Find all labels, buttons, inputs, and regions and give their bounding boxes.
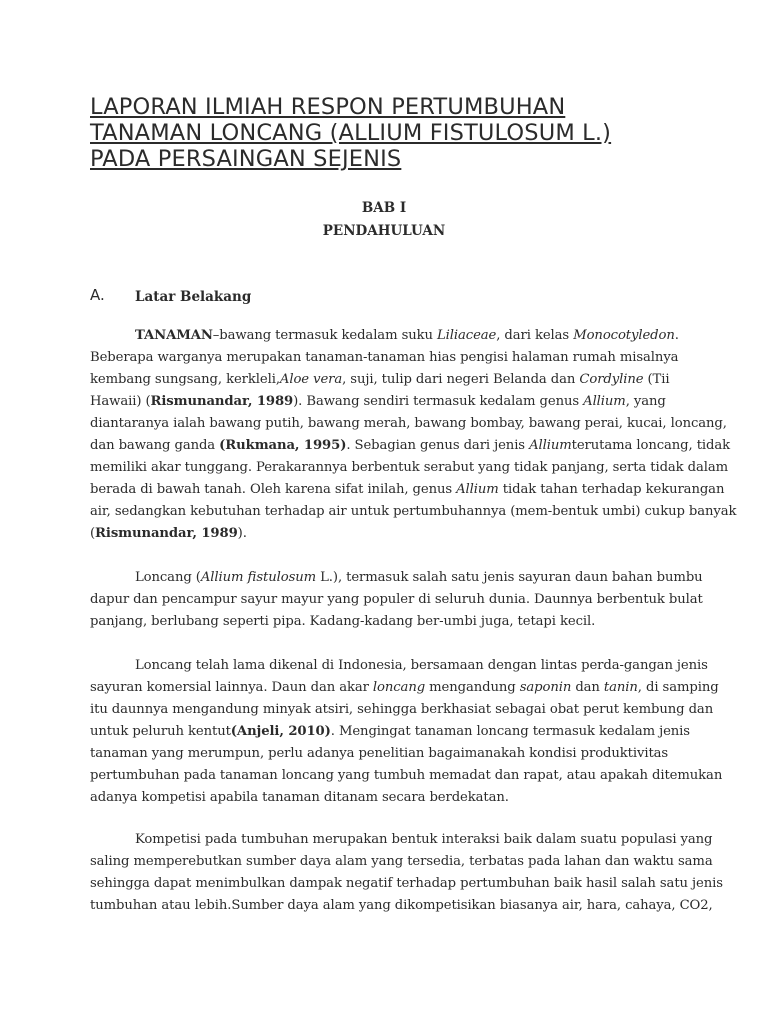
section-marker: A. xyxy=(90,286,105,304)
paragraph-line xyxy=(90,523,682,545)
chapter-title: PENDAHULUAN xyxy=(322,223,446,239)
paragraph-line xyxy=(90,655,708,677)
paragraph-line xyxy=(90,457,729,479)
paragraph-line xyxy=(90,435,731,457)
paragraph-line xyxy=(90,743,682,765)
text-run: pertumbuhan pada tanaman loncang yang tumbuh memadat dan rapat, atau apakah ditemukan xyxy=(90,768,723,783)
text-run: (Tii xyxy=(643,372,670,387)
bold-run: Rismunandar, 1989 xyxy=(95,526,238,541)
text-run: Beberapa warganya merupakan tanaman-tanaman hias pengisi halaman rumah misalnya xyxy=(90,350,679,365)
italic-run: loncang xyxy=(372,680,426,695)
bold-run: Rismunandar, 1989 xyxy=(150,394,294,409)
title-line: LAPORAN ILMIAH RESPON PERTUMBUHAN xyxy=(90,94,566,120)
paragraph-line xyxy=(90,787,682,809)
text-run: , yang xyxy=(625,394,666,409)
italic-run: Allium xyxy=(583,394,626,409)
paragraph-line xyxy=(90,347,682,369)
text-run: tidak tahan terhadap kekurangan xyxy=(498,482,725,497)
paragraph-line xyxy=(90,829,713,851)
text-run: saling memperebutkan sumber daya alam yang tersedia, terbatas pada lahan dan waktu sama xyxy=(90,854,713,869)
text-run: tumbuhan atau lebih.Sumber daya alam yang dikompetisikan biasanya air, hara, cahaya, CO2, xyxy=(90,898,713,913)
text-run: L.), termasuk salah satu jenis sayuran daun bahan bumbu xyxy=(316,570,703,585)
text-run: kembang sungsang, kerkleli, xyxy=(90,372,280,387)
paragraph-line xyxy=(90,567,703,589)
italic-run: Monocotyledon xyxy=(573,328,675,343)
paragraph xyxy=(90,655,723,809)
text-run: Loncang ( xyxy=(135,570,201,585)
chapter-heading: BAB I xyxy=(361,200,407,216)
text-run: dapur dan pencampur sayur mayur yang populer di seluruh dunia. Daunnya berbentuk bulat xyxy=(90,592,703,607)
text-run: ). Bawang sendiri termasuk kedalam genus xyxy=(293,394,584,409)
text-run: air, sedangkan kebutuhan terhadap air untuk pertumbuhannya (mem-bentuk umbi) cukup banyak xyxy=(90,504,737,519)
text-run: memiliki akar tunggang. Perakarannya berbentuk serabut yang tidak panjang, serta tidak dalam xyxy=(90,460,729,475)
text-run: ( xyxy=(90,526,96,541)
paragraph-line xyxy=(90,721,690,743)
title-line: PADA PERSAINGAN SEJENIS xyxy=(90,146,402,172)
text-run: untuk peluruh kentut xyxy=(90,724,231,739)
text-run: . xyxy=(674,328,679,343)
paragraph xyxy=(90,325,737,545)
text-run: diantaranya ialah bawang putih, bawang merah, bawang bombay, bawang perai, kucai, loncang, xyxy=(90,416,727,431)
text-run: tanaman yang merumpun, perlu adanya penelitian bagaimanakah kondisi produktivitas xyxy=(90,746,669,761)
text-run: panjang, berlubang seperti pipa. Kadang-kadang ber-umbi juga, tetapi kecil. xyxy=(90,614,596,629)
italic-run: Allium xyxy=(529,438,572,453)
italic-run: Allium fistulosum xyxy=(200,570,317,585)
text-run: sehingga dapat menimbulkan dampak negatif terhadap pertumbuhan baik hasil salah satu jenis xyxy=(90,876,723,891)
bold-run: (Anjeli, 2010) xyxy=(230,724,331,739)
paragraph-line xyxy=(90,479,725,501)
paragraph-line xyxy=(90,501,737,523)
text-run: Kompetisi pada tumbuhan merupakan bentuk interaksi baik dalam suatu populasi yang xyxy=(135,832,713,847)
paragraph-line xyxy=(90,677,719,699)
paragraph-line xyxy=(90,699,714,721)
italic-run: tanin xyxy=(603,680,638,695)
document-title xyxy=(90,94,710,172)
paragraph-line xyxy=(90,391,682,413)
paragraph xyxy=(90,567,703,633)
paragraph xyxy=(90,829,723,917)
text-run: –bawang termasuk kedalam suku xyxy=(212,328,438,343)
text-run: . Sebagian genus dari jenis xyxy=(346,438,530,453)
text-run: terutama loncang, tidak xyxy=(571,438,731,453)
text-run: ). xyxy=(237,526,247,541)
bold-run: TANAMAN xyxy=(135,328,213,343)
section-title: Latar Belakang xyxy=(135,289,252,305)
paragraph-line xyxy=(90,413,727,435)
paragraph-line xyxy=(90,873,723,895)
text-run: itu daunnya mengandung minyak atsiri, sehingga berkhasiat sebagai obat perut kembung dan xyxy=(90,702,714,717)
text-run: , dari kelas xyxy=(496,328,574,343)
text-run: Hawaii) ( xyxy=(90,394,151,409)
paragraph-line xyxy=(90,369,682,391)
italic-run: Liliaceae xyxy=(437,328,497,343)
bold-run: (Rukmana, 1995) xyxy=(219,438,347,453)
text-run: . Mengingat tanaman loncang termasuk kedalam jenis xyxy=(330,724,690,739)
paragraph-line xyxy=(90,895,713,917)
paragraph-line xyxy=(90,851,713,873)
text-run: dan bawang ganda xyxy=(90,438,220,453)
paragraph-line xyxy=(90,589,703,611)
text-run: berada di bawah tanah. Oleh karena sifat inilah, genus xyxy=(90,482,457,497)
title-line: TANAMAN LONCANG (ALLIUM FISTULOSUM L.) xyxy=(90,120,612,146)
text-run: , di samping xyxy=(637,680,719,695)
italic-run: Cordyline xyxy=(579,372,644,387)
italic-run: Allium xyxy=(456,482,499,497)
text-run: dan xyxy=(571,680,604,695)
italic-run: saponin xyxy=(519,680,572,695)
paragraph-line xyxy=(90,611,682,633)
text-run: mengandung xyxy=(425,680,520,695)
paragraph-line xyxy=(90,765,723,787)
text-run: adanya kompetisi apabila tanaman ditanam secara berdekatan. xyxy=(90,790,509,805)
paragraph-line xyxy=(90,325,682,347)
text-run: sayuran komersial lainnya. Daun dan akar xyxy=(90,680,373,695)
text-run: , suji, tulip dari negeri Belanda dan xyxy=(342,372,580,387)
text-run: Loncang telah lama dikenal di Indonesia, bersamaan dengan lintas perda-gangan jenis xyxy=(135,658,708,673)
italic-run: Aloe vera xyxy=(279,372,343,387)
